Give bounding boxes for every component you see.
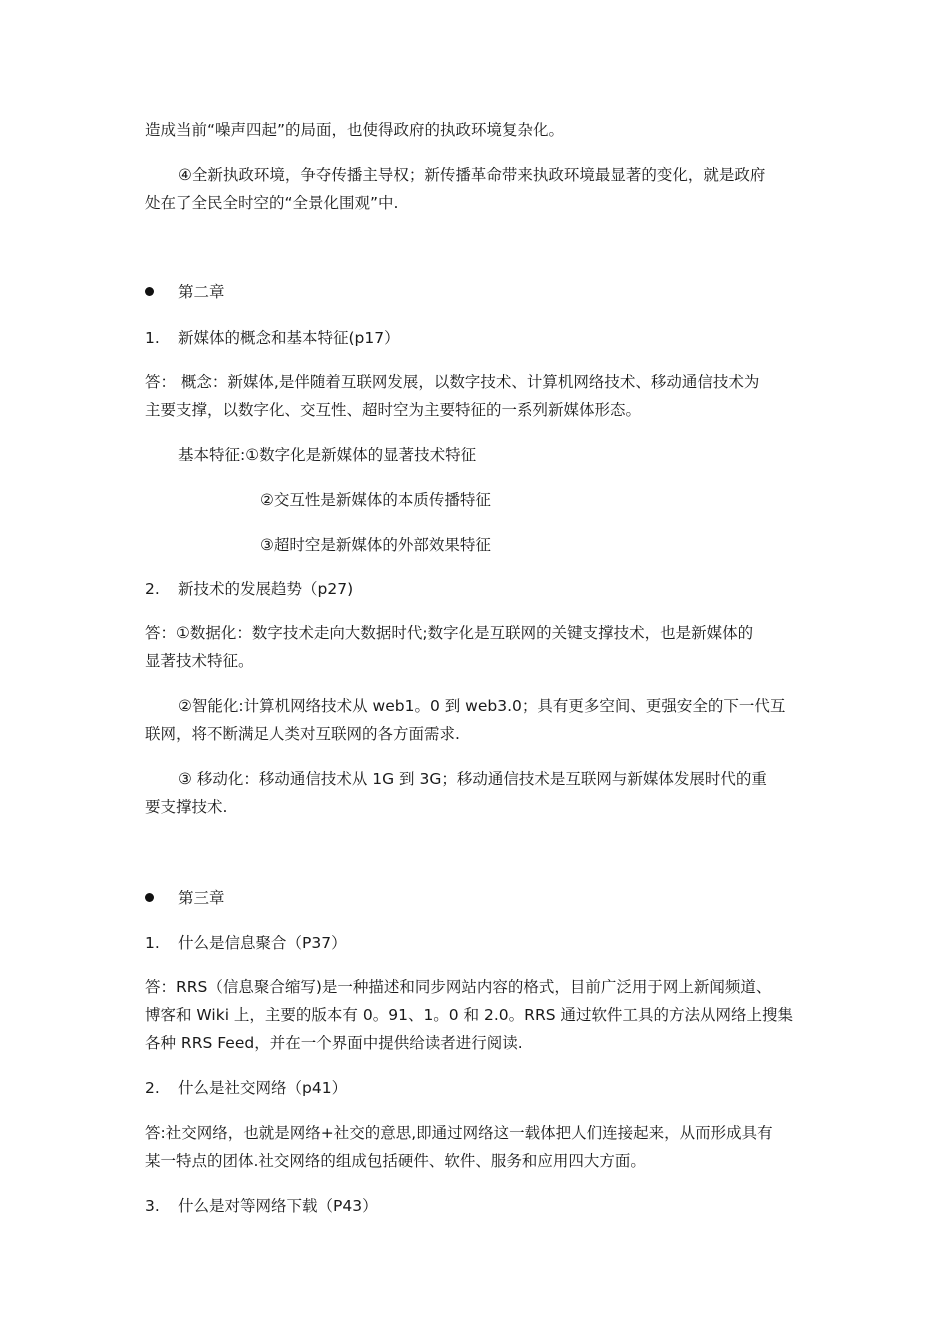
- answer-line: 某一特点的团体.社交网络的组成包括硬件、软件、服务和应用四大方面。: [145, 1152, 646, 1170]
- question-number: 3.: [145, 1197, 160, 1215]
- answer-line: ②智能化:计算机网络技术从 web1。0 到 web3.0；具有更多空间、更强安全的下一代互: [178, 697, 786, 715]
- answer-line: 主要支撑，以数字化、交互性、超时空为主要特征的一系列新媒体形态。: [145, 401, 642, 419]
- answer-line: 各种 RRS Feed，并在一个界面中提供给读者进行阅读.: [145, 1034, 523, 1052]
- question-number: 1.: [145, 329, 160, 347]
- answer-line: 要支撑技术.: [145, 798, 228, 816]
- question-title: 什么是社交网络（p41）: [178, 1079, 348, 1097]
- feature-line: ②交互性是新媒体的本质传播特征: [260, 491, 491, 509]
- answer-line: 答： 概念：新媒体,是伴随着互联网发展，以数字技术、计算机网络技术、移动通信技术为: [145, 373, 760, 391]
- question-title: 新技术的发展趋势（p27): [178, 580, 354, 598]
- answer-line: 答：RRS（信息聚合缩写)是一种描述和同步网站内容的格式，目前广泛用于网上新闻频道、: [145, 978, 772, 996]
- feature-line: ③超时空是新媒体的外部效果特征: [260, 536, 491, 554]
- answer-line: 答:社交网络，也就是网络+社交的意思,即通过网络这一载体把人们连接起来，从而形成具有: [145, 1124, 773, 1142]
- bullet-icon: [145, 893, 154, 902]
- bullet-icon: [145, 287, 154, 296]
- chapter-heading: 第二章: [178, 283, 225, 301]
- answer-line: 博客和 Wiki 上，主要的版本有 0。91、1。0 和 2.0。RRS 通过软件工具的方法从网络上搜集: [145, 1006, 793, 1024]
- paragraph-line: 造成当前“噪声四起”的局面，也使得政府的执政环境复杂化。: [145, 121, 565, 139]
- chapter-heading: 第三章: [178, 889, 225, 907]
- answer-line: 答：①数据化：数字技术走向大数据时代;数字化是互联网的关键支撑技术，也是新媒体的: [145, 624, 754, 642]
- question-title: 什么是信息聚合（P37）: [178, 934, 347, 952]
- answer-line: 显著技术特征。: [145, 652, 254, 670]
- question-title: 什么是对等网络下载（P43）: [178, 1197, 378, 1215]
- paragraph-line: 处在了全民全时空的“全景化围观”中.: [145, 194, 399, 212]
- question-number: 1.: [145, 934, 160, 952]
- feature-line: 基本特征:①数字化是新媒体的显著技术特征: [178, 446, 477, 464]
- paragraph-line: ④全新执政环境，争夺传播主导权；新传播革命带来执政环境最显著的变化，就是政府: [178, 166, 766, 184]
- answer-line: 联网，将不断满足人类对互联网的各方面需求.: [145, 725, 460, 743]
- answer-line: ③ 移动化：移动通信技术从 1G 到 3G；移动通信技术是互联网与新媒体发展时代的重: [178, 770, 767, 788]
- question-number: 2.: [145, 580, 160, 598]
- question-title: 新媒体的概念和基本特征(p17）: [178, 329, 400, 347]
- question-number: 2.: [145, 1079, 160, 1097]
